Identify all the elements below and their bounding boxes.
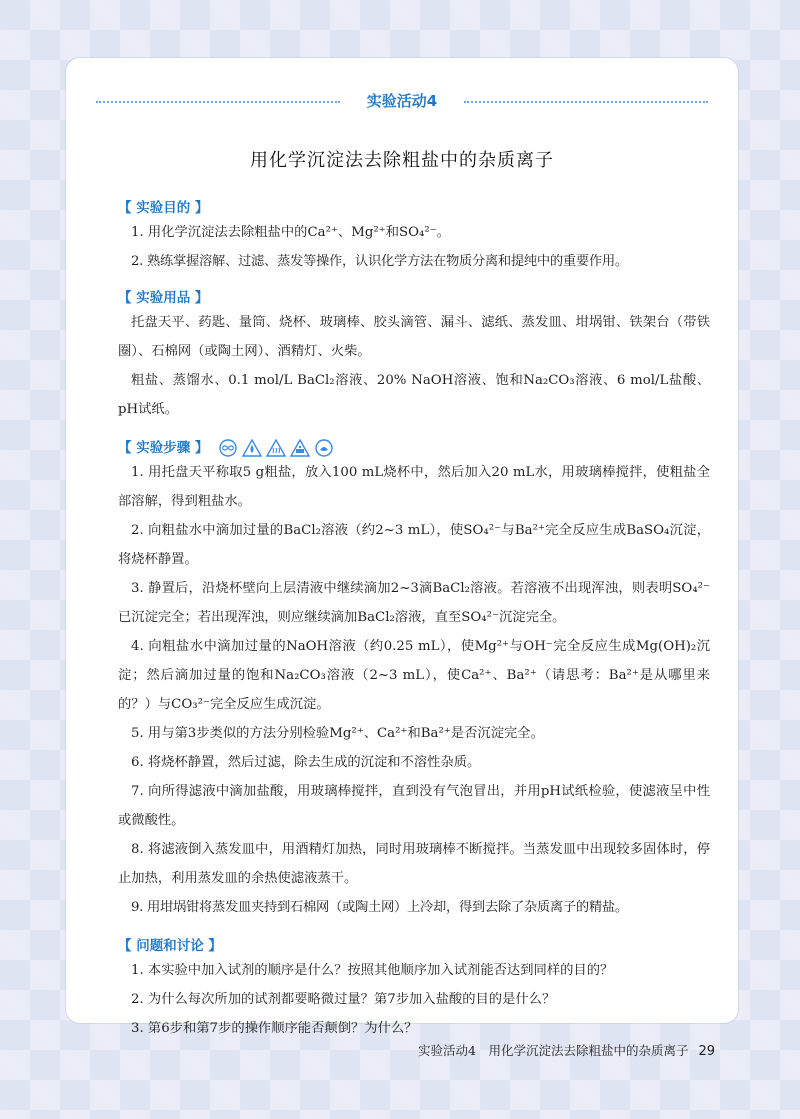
content bbox=[118, 198, 710, 1043]
hot-surface-icon bbox=[266, 439, 286, 457]
step-item: 8. 将滤液倒入蒸发皿中，用酒精灯加热，同时用玻璃棒不断搅拌。当蒸发皿中出现较多固体时，停止加热，利用蒸发皿的余热使滤液蒸干。 bbox=[118, 842, 710, 886]
materials-item: 托盘天平、药匙、量筒、烧杯、玻璃棒、胶头滴管、漏斗、滤纸、蒸发皿、坩埚钳、铁架台（带铁圈）、石棉网（或陶土网）、酒精灯、火柴。 bbox=[118, 315, 710, 359]
purpose-item: 1. 用化学沉淀法去除粗盐中的Ca²⁺、Mg²⁺和SO₄²⁻。 bbox=[131, 225, 450, 240]
step-item: 5. 用与第3步类似的方法分别检验Mg²⁺、Ca²⁺和Ba²⁺是否沉淀完全。 bbox=[131, 726, 544, 741]
section-heading-discussion: 【 问题和讨论 】 bbox=[118, 938, 222, 954]
page-title: 用化学沉淀法去除粗盐中的杂质离子 bbox=[250, 150, 554, 171]
step-item: 1. 用托盘天平称取5 g粗盐，放入100 mL烧杯中，然后加入20 mL水，用玻璃棒搅拌，使粗盐全部溶解，得到粗盐水。 bbox=[118, 465, 710, 509]
step-item: 7. 向所得滤液中滴加盐酸，用玻璃棒搅拌，直到没有气泡冒出，并用pH试纸检验，使滤液呈中性或微酸性。 bbox=[118, 784, 710, 828]
step-item: 3. 静置后，沿烧杯壁向上层清液中继续滴加2~3滴BaCl₂溶液。若溶液不出现浑浊，则表明SO₄²⁻已沉淀完全；若出现浑浊，则应继续滴加BaCl₂溶液，直至SO₄²⁻沉淀完全。 bbox=[118, 581, 710, 625]
purpose-item: 2. 熟练掌握溶解、过滤、蒸发等操作，认识化学方法在物质分离和提纯中的重要作用。 bbox=[131, 254, 628, 269]
section-heading-steps-row bbox=[118, 438, 710, 458]
footer-running-title: 实验活动4 用化学沉淀法去除粗盐中的杂质离子 bbox=[418, 1043, 689, 1058]
goggles-icon bbox=[218, 439, 238, 457]
page-number: 29 bbox=[698, 1044, 716, 1059]
step-item: 2. 向粗盐水中滴加过量的BaCl₂溶液（约2~3 mL），使SO₄²⁻与Ba²⁺完全反应生成BaSO₄沉淀，将烧杯静置。 bbox=[118, 523, 710, 567]
flammable-icon bbox=[242, 439, 262, 457]
discussion-item: 2. 为什么每次所加的试剂都要略微过量？第7步加入盐酸的目的是什么？ bbox=[131, 992, 556, 1007]
step-item: 6. 将烧杯静置，然后过滤，除去生成的沉淀和不溶性杂质。 bbox=[131, 755, 481, 770]
safety-icons bbox=[218, 439, 334, 457]
activity-banner bbox=[96, 90, 708, 112]
page-card bbox=[66, 58, 738, 1036]
page-footer bbox=[418, 1041, 718, 1059]
section-heading-steps: 【 实验步骤 】 bbox=[118, 440, 209, 456]
wash-hands-icon bbox=[314, 439, 334, 457]
activity-label: 实验活动4 bbox=[366, 92, 438, 110]
step-item: 9. 用坩埚钳将蒸发皿夹持到石棉网（或陶土网）上冷却，得到去除了杂质离子的精盐。 bbox=[131, 900, 628, 915]
materials-item: 粗盐、蒸馏水、0.1 mol/L BaCl₂溶液、20% NaOH溶液、饱和Na₂CO₃溶液、6 mol/L盐酸、pH试纸。 bbox=[118, 373, 710, 417]
discussion-item: 3. 第6步和第7步的操作顺序能否颠倒？为什么？ bbox=[131, 1021, 418, 1036]
corrosive-icon bbox=[290, 439, 310, 457]
section-heading-materials: 【 实验用品 】 bbox=[118, 290, 209, 306]
banner-dotted-line-right bbox=[464, 101, 708, 103]
step-item: 4. 向粗盐水中滴加过量的NaOH溶液（约0.25 mL），使Mg²⁺与OH⁻完全反应生成Mg(OH)₂沉淀；然后滴加过量的饱和Na₂CO₃溶液（2~3 mL），使Ca²⁺、Ba²⁺（请思考：Ba²⁺是从哪里来的？）与CO₃²⁻完全反应生成沉淀。 bbox=[118, 639, 710, 712]
section-heading-purpose: 【 实验目的 】 bbox=[118, 200, 209, 216]
discussion-item: 1. 本实验中加入试剂的顺序是什么？按照其他顺序加入试剂能否达到同样的目的？ bbox=[131, 963, 614, 978]
